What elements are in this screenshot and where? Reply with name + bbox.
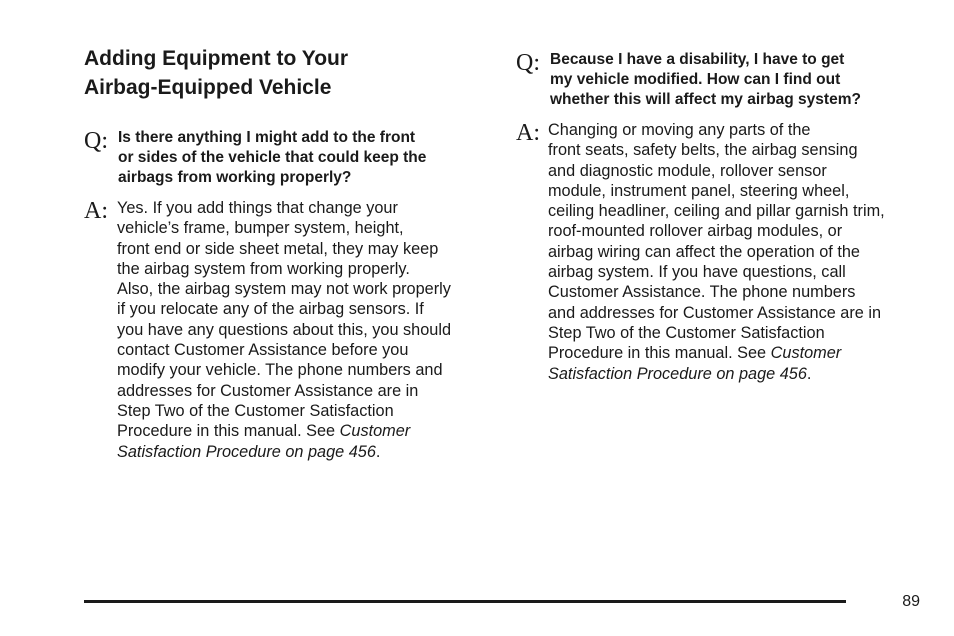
- answer-2-line-11: Step Two of the Customer Satisfaction: [548, 323, 825, 342]
- answer-2-line-5: ceiling headliner, ceiling and pillar garnish trim,: [548, 202, 885, 221]
- question-block-2: [516, 50, 926, 110]
- answer-2-reference-part-1: Customer: [770, 344, 842, 363]
- question-mark-label: Q:: [516, 50, 540, 76]
- answer-block-1: [84, 198, 494, 462]
- question-text-2: [550, 50, 926, 110]
- answer-2-line-2: front seats, safety belts, the airbag sensing: [548, 141, 858, 160]
- answer-2-tail-prefix: Procedure in this manual. See: [548, 344, 771, 363]
- answer-1-reference-part-1: Customer: [339, 422, 411, 441]
- answer-2-line-3: and diagnostic module, rollover sensor: [548, 161, 827, 180]
- answer-2-line-8: airbag system. If you have questions, call: [548, 263, 846, 282]
- answer-1-line-4: the airbag system from working properly.: [117, 259, 410, 278]
- question-1-line-3: airbags from working properly?: [118, 169, 352, 186]
- answer-1-line-5: Also, the airbag system may not work properly: [117, 280, 451, 299]
- question-mark-label: Q:: [84, 128, 108, 154]
- answer-block-2: [516, 120, 926, 384]
- answer-1-reference-part-2: Satisfaction Procedure on page 456: [117, 442, 376, 461]
- answer-2-line-6: roof-mounted rollover airbag modules, or: [548, 222, 843, 241]
- answer-mark-label: A:: [84, 198, 108, 224]
- answer-2-reference-part-2: Satisfaction Procedure on page 456: [548, 364, 807, 383]
- answer-1-line-7: you have any questions about this, you should: [117, 320, 451, 339]
- page-number: 89: [902, 593, 920, 610]
- question-text-1: [118, 128, 494, 188]
- answer-1-tail-prefix: Procedure in this manual. See: [117, 422, 340, 441]
- section-title-line-1: Adding Equipment to Your: [84, 47, 349, 70]
- answer-1-line-10: addresses for Customer Assistance are in: [117, 381, 419, 400]
- question-1-line-2: or sides of the vehicle that could keep the: [118, 149, 427, 166]
- answer-1-line-3: front end or side sheet metal, they may keep: [117, 239, 439, 258]
- answer-1-line-6: if you relocate any of the airbag sensors. If: [117, 300, 424, 319]
- answer-1-end: .: [375, 442, 381, 461]
- answer-1-line-9: modify your vehicle. The phone numbers and: [117, 361, 443, 380]
- answer-2-line-7: airbag wiring can affect the operation of the: [548, 242, 860, 261]
- answer-1-line-8: contact Customer Assistance before you: [117, 341, 409, 360]
- section-title-line-2: Airbag-Equipped Vehicle: [84, 76, 332, 99]
- answer-2-end: .: [806, 364, 812, 383]
- question-2-line-2: my vehicle modified. How can I find out: [550, 71, 841, 88]
- answer-1-line-2: vehicle’s frame, bumper system, height,: [117, 219, 404, 238]
- answer-mark-label: A:: [516, 120, 540, 146]
- answer-text-1: [117, 198, 494, 462]
- question-2-line-3: whether this will affect my airbag system?: [550, 91, 861, 108]
- answer-1-line-11: Step Two of the Customer Satisfaction: [117, 401, 394, 420]
- question-2-line-1: Because I have a disability, I have to get: [550, 51, 845, 68]
- question-block-1: [84, 128, 494, 188]
- answer-2-line-9: Customer Assistance. The phone numbers: [548, 283, 856, 302]
- section-title: [84, 44, 444, 102]
- answer-text-2: [548, 120, 926, 384]
- footer-rule: [84, 600, 846, 603]
- answer-2-line-4: module, instrument panel, steering wheel,: [548, 181, 850, 200]
- question-1-line-1: Is there anything I might add to the front: [118, 129, 416, 146]
- answer-2-line-1: Changing or moving any parts of the: [548, 121, 811, 139]
- answer-2-line-10: and addresses for Customer Assistance are in: [548, 303, 882, 322]
- answer-1-line-1: Yes. If you add things that change your: [117, 199, 398, 217]
